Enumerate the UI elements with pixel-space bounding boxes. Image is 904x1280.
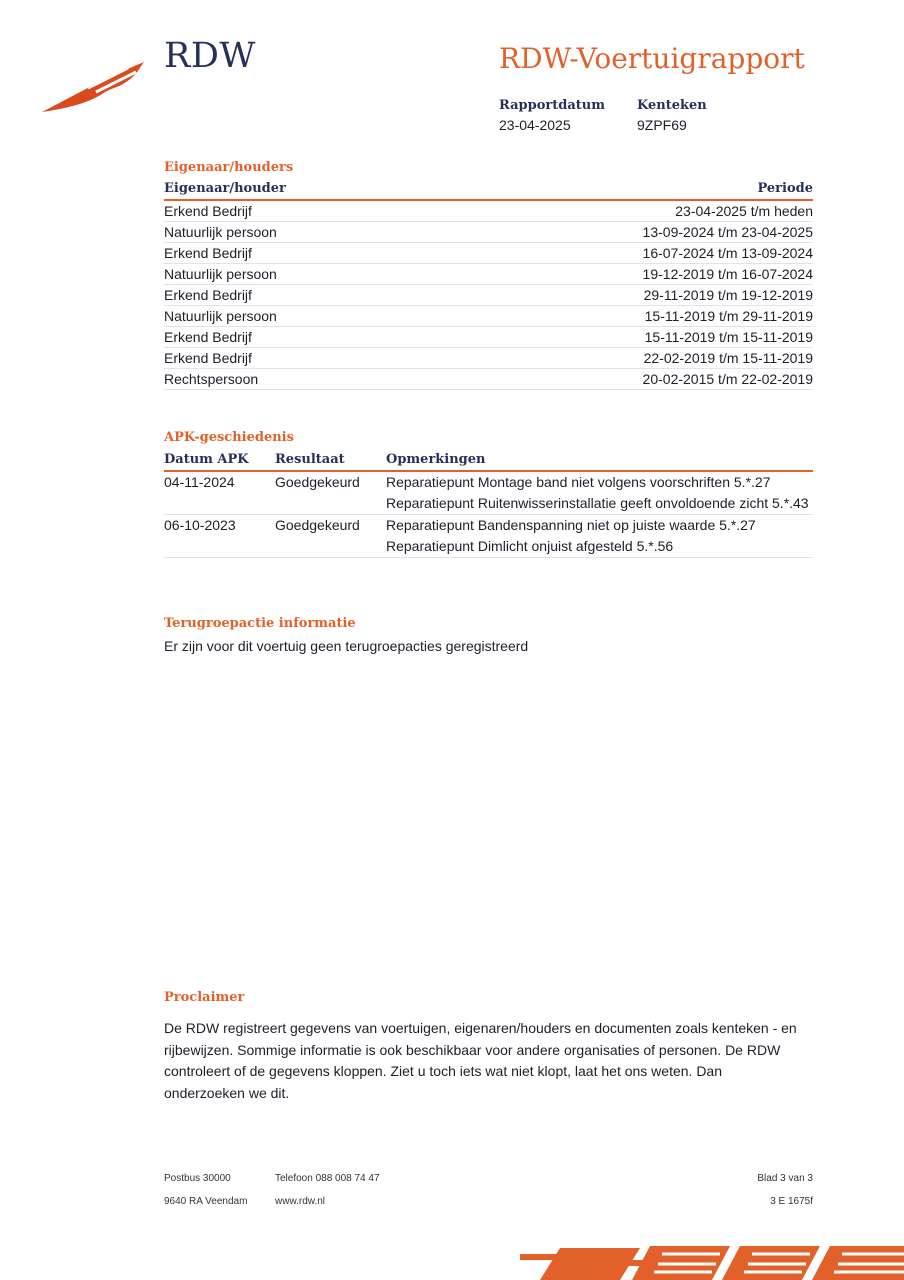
brand-name: RDW <box>164 36 256 76</box>
table-row <box>164 243 813 264</box>
footer-po-box: Postbus 30000 <box>164 1173 231 1184</box>
apk-remark: Reparatiepunt Ruitenwisserinstallatie geeft onvoldoende zicht 5.*.43 <box>386 495 809 511</box>
period-cell: 29-11-2019 t/m 19-12-2019 <box>435 285 813 306</box>
apk-date-cell: 06-10-2023 <box>164 515 275 558</box>
table-row <box>164 348 813 369</box>
plate-value: 9ZPF69 <box>637 117 687 133</box>
period-cell: 23-04-2025 t/m heden <box>435 200 813 222</box>
owner-cell: Natuurlijk persoon <box>164 306 435 327</box>
report-date-value: 23-04-2025 <box>499 117 571 133</box>
footer-page-number: Blad 3 van 3 <box>757 1173 813 1184</box>
owner-cell: Natuurlijk persoon <box>164 222 435 243</box>
period-cell: 20-02-2015 t/m 22-02-2019 <box>435 369 813 390</box>
period-column-header: Periode <box>435 181 813 200</box>
plate-block <box>637 98 707 133</box>
rdw-logo-icon <box>40 58 150 116</box>
owner-cell: Rechtspersoon <box>164 369 435 390</box>
period-cell: 19-12-2019 t/m 16-07-2024 <box>435 264 813 285</box>
orange-stripes-decoration <box>520 1240 904 1280</box>
apk-remarks-cell <box>386 471 813 515</box>
apk-result-cell: Goedgekeurd <box>275 471 386 515</box>
owner-cell: Erkend Bedrijf <box>164 285 435 306</box>
table-row <box>164 200 813 222</box>
apk-section-title: APK-geschiedenis <box>164 430 294 445</box>
apk-result-column-header: Resultaat <box>275 452 386 471</box>
table-row <box>164 306 813 327</box>
report-date-label: Rapportdatum <box>499 98 605 113</box>
owners-table <box>164 181 813 390</box>
plate-label: Kenteken <box>637 98 707 113</box>
disclaimer-section-title: Proclaimer <box>164 990 245 1005</box>
owner-cell: Erkend Bedrijf <box>164 348 435 369</box>
report-title: RDW-Voertuigrapport <box>499 42 805 75</box>
table-row <box>164 222 813 243</box>
period-cell: 15-11-2019 t/m 15-11-2019 <box>435 327 813 348</box>
owner-column-header: Eigenaar/houder <box>164 181 435 200</box>
footer-website[interactable]: www.rdw.nl <box>275 1196 326 1207</box>
apk-date-cell: 04-11-2024 <box>164 471 275 515</box>
report-date-block <box>499 98 605 133</box>
table-row <box>164 285 813 306</box>
footer-code: 3 E 1675f <box>770 1196 813 1207</box>
owner-cell: Erkend Bedrijf <box>164 243 435 264</box>
recall-section-title: Terugroepactie informatie <box>164 616 356 631</box>
period-cell: 22-02-2019 t/m 15-11-2019 <box>435 348 813 369</box>
owner-cell: Erkend Bedrijf <box>164 200 435 222</box>
apk-header-row <box>164 452 813 471</box>
apk-table <box>164 452 813 558</box>
recall-text: Er zijn voor dit voertuig geen terugroepacties geregistreerd <box>164 638 529 654</box>
apk-date-column-header: Datum APK <box>164 452 275 471</box>
period-cell: 16-07-2024 t/m 13-09-2024 <box>435 243 813 264</box>
table-row <box>164 327 813 348</box>
period-cell: 13-09-2024 t/m 23-04-2025 <box>435 222 813 243</box>
apk-result-cell: Goedgekeurd <box>275 515 386 558</box>
apk-remarks-cell <box>386 515 813 558</box>
owners-header-row <box>164 181 813 200</box>
table-row <box>164 264 813 285</box>
apk-remark: Reparatiepunt Montage band niet volgens voorschriften 5.*.27 <box>386 474 771 490</box>
owner-cell: Erkend Bedrijf <box>164 327 435 348</box>
owners-section-title: Eigenaar/houders <box>164 160 294 175</box>
table-row <box>164 515 813 558</box>
footer-address: 9640 RA Veendam <box>164 1196 248 1207</box>
apk-remarks-column-header: Opmerkingen <box>386 452 813 471</box>
table-row <box>164 471 813 515</box>
period-cell: 15-11-2019 t/m 29-11-2019 <box>435 306 813 327</box>
owner-cell: Natuurlijk persoon <box>164 264 435 285</box>
apk-remark: Reparatiepunt Dimlicht onjuist afgesteld 5.*.56 <box>386 538 674 554</box>
disclaimer-text: De RDW registreert gegevens van voertuigen, eigenaren/houders en documenten zoals kenteken - en rijbewijzen. Sommige informatie is ook beschikbaar voor andere organisaties of personen. De RDW controleert of de gegevens kloppen. Ziet u toch iets wat niet klopt, laat het ons weten. Dan onderzoeken we dit. <box>164 1020 797 1101</box>
table-row <box>164 369 813 390</box>
apk-remark: Reparatiepunt Bandenspanning niet op juiste waarde 5.*.27 <box>386 517 756 533</box>
footer-phone: Telefoon 088 008 74 47 <box>275 1173 380 1184</box>
